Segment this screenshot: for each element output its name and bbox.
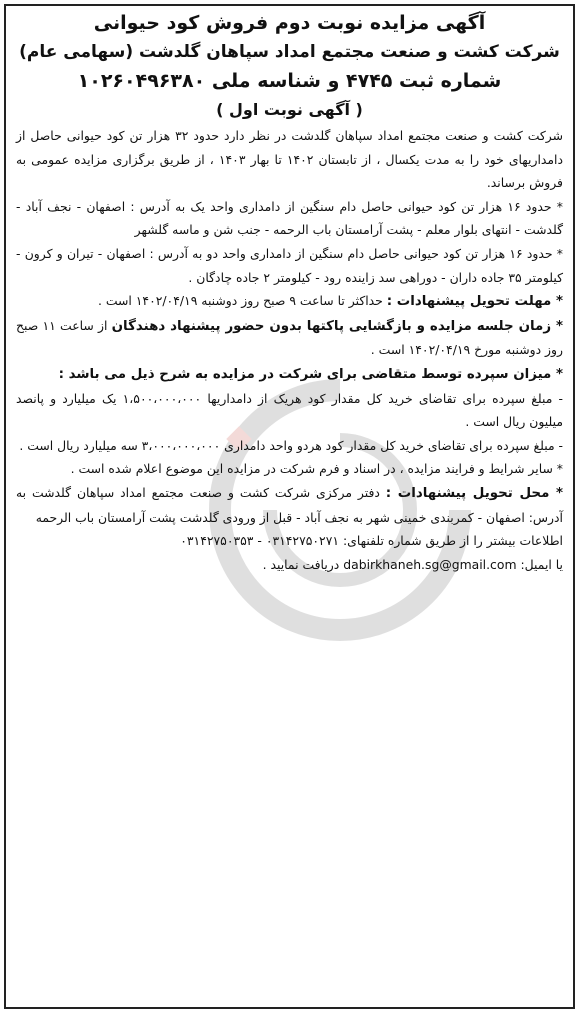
delivery-paragraph: [16, 481, 563, 529]
delivery-label: * محل تحویل پیشنهادات :: [385, 485, 563, 501]
company-name: شرکت کشت و صنعت مجتمع امداد سپاهان گلدشت (سهامی عام): [19, 42, 560, 62]
deposit-label: * میزان سپرده توسط متقاضی برای شرکت در مزایده به شرح ذیل می باشد :: [58, 366, 563, 382]
email-address[interactable]: dabirkhaneh.sg@gmail.com: [343, 556, 517, 572]
notice-round: ( آگهی نوبت اول ): [216, 100, 363, 119]
deadline-paragraph: [16, 289, 563, 314]
contact-phones: اطلاعات بیشتر را از طریق شماره تلفنهای: ۰۳۱۴۲۷۵۰۲۷۱ - ۰۳۱۴۲۷۵۰۳۵۳: [180, 533, 563, 549]
deadline-text: حداکثر تا ساعت ۹ صبح روز دوشنبه ۱۴۰۲/۰۴/۱۹ است .: [97, 293, 383, 309]
deadline-label: * مهلت تحویل پیشنهادات :: [386, 294, 563, 310]
session-text: از ساعت ۱۱ صبح روز دوشنبه مورخ ۱۴۰۲/۰۴/۱۹ است .: [16, 317, 563, 358]
email-prefix: یا ایمیل:: [520, 556, 563, 572]
item-unit-two: * حدود ۱۶ هزار تن کود حیوانی حاصل دام سنگین از دامداری واحد دو به آدرس : اصفهان - تیران و کرون - کیلومتر ۳۵ جاده داران - دوراهی سد زاینده رود - کیلومتر ۲ جاده چادگان .: [16, 245, 563, 285]
notice-content: [16, 8, 563, 576]
deposit-line-two: - مبلغ سپرده برای تقاضای خرید کل مقدار کود هردو واحد دامداری ۳،۰۰۰،۰۰۰،۰۰۰ سه میلیارد ریال است .: [19, 437, 563, 453]
registration-info: شماره ثبت ۴۷۴۵ و شناسه ملی ۱۰۲۶۰۴۹۶۳۸۰: [77, 70, 502, 92]
deposit-paragraph: [16, 362, 563, 387]
deposit-line-one: - مبلغ سپرده برای تقاضای خرید کل مقدار کود هریک از دامداریها ۱،۵۰۰،۰۰۰،۰۰۰ یک میلیارد و پانصد میلیون ریال است .: [16, 390, 563, 430]
other-conditions: * سایر شرایط و فرایند مزایده ، در اسناد و فرم شرکت در مزایده این موضوع اعلام شده است .: [70, 461, 563, 477]
notice-header: [16, 8, 563, 124]
notice-title: آگهی مزایده نوبت دوم فروش کود حیوانی: [93, 12, 486, 34]
item-unit-one: * حدود ۱۶ هزار تن کود حیوانی حاصل دام سنگین از دامداری واحد یک به آدرس : اصفهان - نجف آباد - گلدشت - انتهای بلوار معلم - پشت آرامستان باب الرحمه - جنب شن و ماسه گلشهر: [16, 198, 563, 238]
delivery-text: دفتر مرکزی شرکت کشت و صنعت مجتمع امداد سپاهان گلدشت به آدرس: اصفهان - کمربندی خمینی شهر به نجف آباد - قبل از ورودی گلدشت پشت آرامستان باب الرحمه: [16, 484, 563, 525]
contact-email-line: [16, 553, 563, 577]
session-label: * زمان جلسه مزایده و بازگشایی پاکتها بدون حضور پیشنهاد دهندگان: [111, 318, 563, 334]
session-paragraph: [16, 314, 563, 362]
intro-paragraph: شرکت کشت و صنعت مجتمع امداد سپاهان گلدشت در نظر دارد حدود ۳۲ هزار تن کود حیوانی حاصل از دامداریهای خود را به مدت یکسال ، از تابستان ۱۴۰۲ تا بهار ۱۴۰۳ ، از طریق برگزاری مزایده عمومی به فروش برساند.: [16, 128, 563, 191]
email-suffix: دریافت نمایید .: [262, 556, 340, 572]
